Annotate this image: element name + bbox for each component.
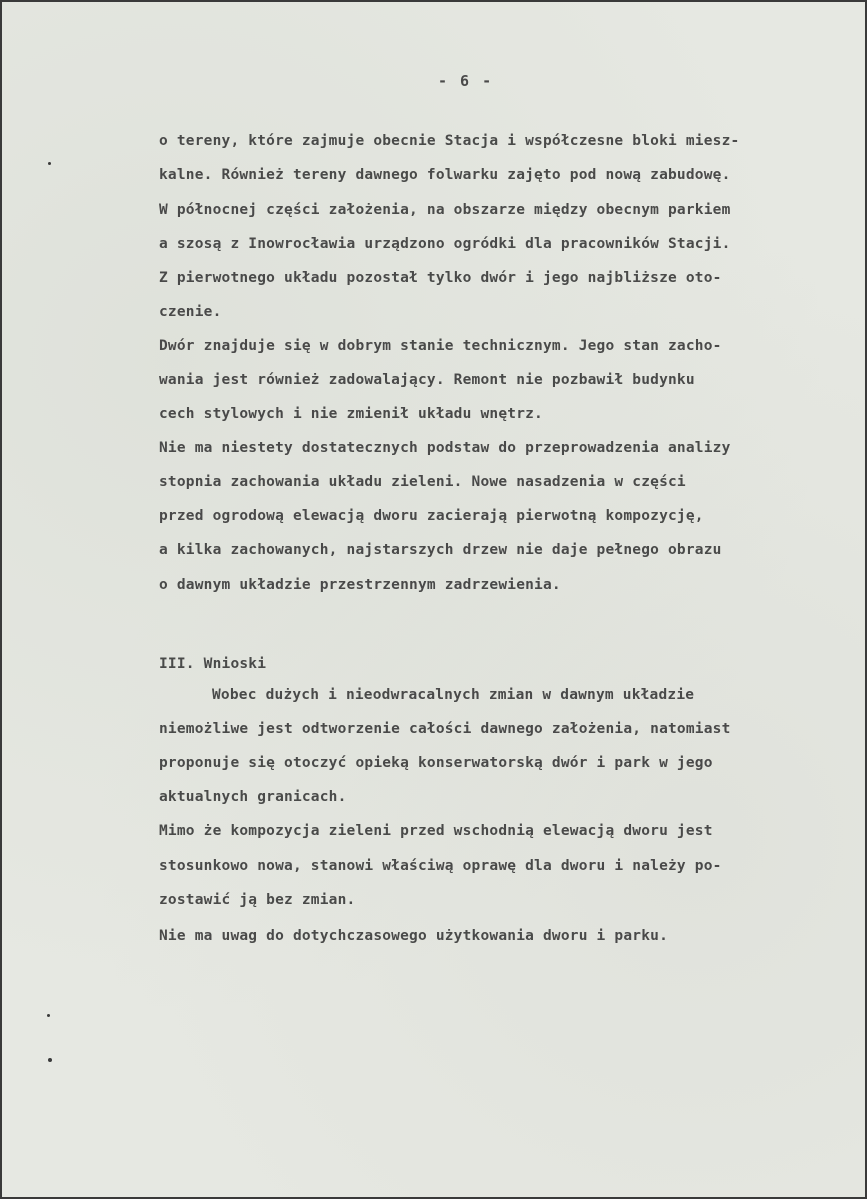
text-line: czenie. (159, 304, 222, 320)
section-heading: III. Wnioski (159, 656, 267, 672)
text-line: o dawnym układzie przestrzennym zadrzewienia. (159, 577, 561, 593)
text-line: Mimo że kompozycja zieleni przed wschodnią elewacją dworu jest (159, 823, 713, 839)
text-line: zostawić ją bez zmian. (159, 892, 356, 908)
text-line: proponuje się otoczyć opieką konserwatorską dwór i park w jego (159, 755, 713, 771)
speck-mark (48, 162, 51, 165)
text-line: o tereny, które zajmuje obecnie Stacja i współczesne bloki miesz- (159, 133, 740, 149)
text-line: cech stylowych i nie zmienił układu wnętrz. (159, 406, 543, 422)
text-line: Nie ma niestety dostatecznych podstaw do przeprowadzenia analizy (159, 440, 731, 456)
text-line: niemożliwe jest odtworzenie całości dawnego założenia, natomiast (159, 721, 731, 737)
text-line: stopnia zachowania układu zieleni. Nowe nasadzenia w części (159, 474, 686, 490)
speck-mark (47, 1014, 50, 1017)
text-line: wania jest również zadowalający. Remont nie pozbawił budynku (159, 372, 695, 388)
page-number: - 6 - (438, 72, 494, 90)
text-line: przed ogrodową elewacją dworu zacierają pierwotną kompozycję, (159, 508, 704, 524)
text-line: kalne. Również tereny dawnego folwarku zajęto pod nową zabudowę. (159, 167, 731, 183)
text-line: Dwór znajduje się w dobrym stanie technicznym. Jego stan zacho- (159, 338, 722, 354)
text-line: Wobec dużych i nieodwracalnych zmian w dawnym układzie (212, 687, 695, 703)
text-line: W północnej części założenia, na obszarze między obecnym parkiem (159, 202, 731, 218)
text-line: Z pierwotnego układu pozostał tylko dwór i jego najbliższe oto- (159, 270, 722, 286)
text-line: aktualnych granicach. (159, 789, 347, 805)
text-line: Nie ma uwag do dotychczasowego użytkowania dworu i parku. (159, 928, 668, 944)
text-line: a szosą z Inowrocławia urządzono ogródki dla pracowników Stacji. (159, 236, 731, 252)
text-line: a kilka zachowanych, najstarszych drzew nie daje pełnego obrazu (159, 542, 722, 558)
punch-mark (48, 1058, 52, 1062)
text-line: stosunkowo nowa, stanowi właściwą oprawę dla dworu i należy po- (159, 858, 722, 874)
